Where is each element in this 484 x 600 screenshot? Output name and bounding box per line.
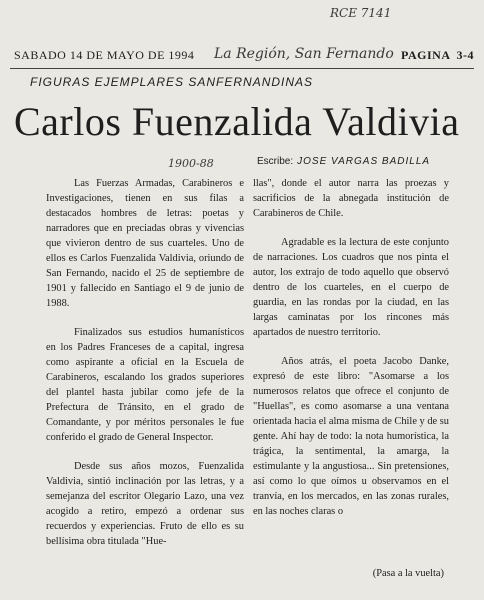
handwritten-catalog-number: RCE 7141 (330, 6, 392, 20)
paragraph: Finalizados sus estudios humanísticos en los Padres Franceses de a capital, ingresa como aspirante a oficial en la Escuela de Carabineros, escalando los grados superiores del plantel hasta jubilar como jefe de la Prefectura de Tránsito, en el grado de Comandante, y por méritos personales le fue conferido el grado de General Inspector. (46, 327, 244, 443)
page-label: PAGINA (401, 48, 451, 62)
handwritten-source-note: La Región, San Fernando (214, 46, 394, 62)
paragraph: Desde sus años mozos, Fuenzalida Valdivia, sintió inclinación por las letras, y a semejanza del escritor Olegario Lazo, una vez acogido a retiro, empezó a ordenar sus recuerdos y experiencias. Fruto de ello es su bellísima obra titulada "Hue- (46, 461, 244, 547)
header-rule (10, 68, 474, 69)
issue-date: SABADO 14 DE MAYO DE 1994 (14, 48, 195, 62)
paragraph: Las Fuerzas Armadas, Carabineros e Investigaciones, tienen en sus filas a destacados hombres de letras: poetas y narradores que en preciadas obras y vivencias que vivieron dentro de sus cuarteles. Uno de ellos es Carlos Fuenzalida Valdivia, oriundo de San Fernando, nacido el 25 de septiembre de 1901 y fallecido en Santiago el 9 de junio de 1988. (46, 178, 244, 309)
article-column-right (253, 176, 449, 533)
byline-label: Escribe: (257, 156, 294, 167)
continued-note: (Pasa a la vuelta) (372, 568, 444, 579)
page-number: 3-4 (456, 48, 474, 62)
section-kicker: FIGURAS EJEMPLARES SANFERNANDINAS (30, 75, 314, 89)
handwritten-year-range: 1900-88 (168, 157, 214, 170)
paragraph: Años atrás, el poeta Jacobo Danke, expresó de este libro: "Asomarse a los numerosos relatos que ofrece el conjunto de "Huellas", es como asomarse a una ventana orientada hacia el alma misma de Chile y de su gente. Ahí hay de todo: la nota humorística, la trágica, la sentimental, la amarga, la estimulante y la angustiosa... Sin pretensiones, así como lo que oímos u observamos en el tranvía, en los mercados, en las zonas rurales, en las noches claras o (253, 356, 449, 517)
paragraph: llas", donde el autor narra las proezas y sacrificios de la abnegada institución de Carabineros de Chile. (253, 178, 449, 219)
byline-author: JOSE VARGAS BADILLA (297, 156, 431, 167)
article-title: Carlos Fuenzalida Valdivia (14, 99, 460, 144)
article-column-left (46, 176, 244, 563)
page-number-block (401, 48, 474, 63)
byline (257, 156, 430, 167)
paragraph: Agradable es la lectura de este conjunto de narraciones. Los cuadros que nos pinta el autor, los extrajo de todo aquello que observó dentro de los cuarteles, en el cuerpo de guardia, en las rondas por la ciudad, en las largas caminatas por los rincones más apartados de nuestro territorio. (253, 237, 449, 338)
